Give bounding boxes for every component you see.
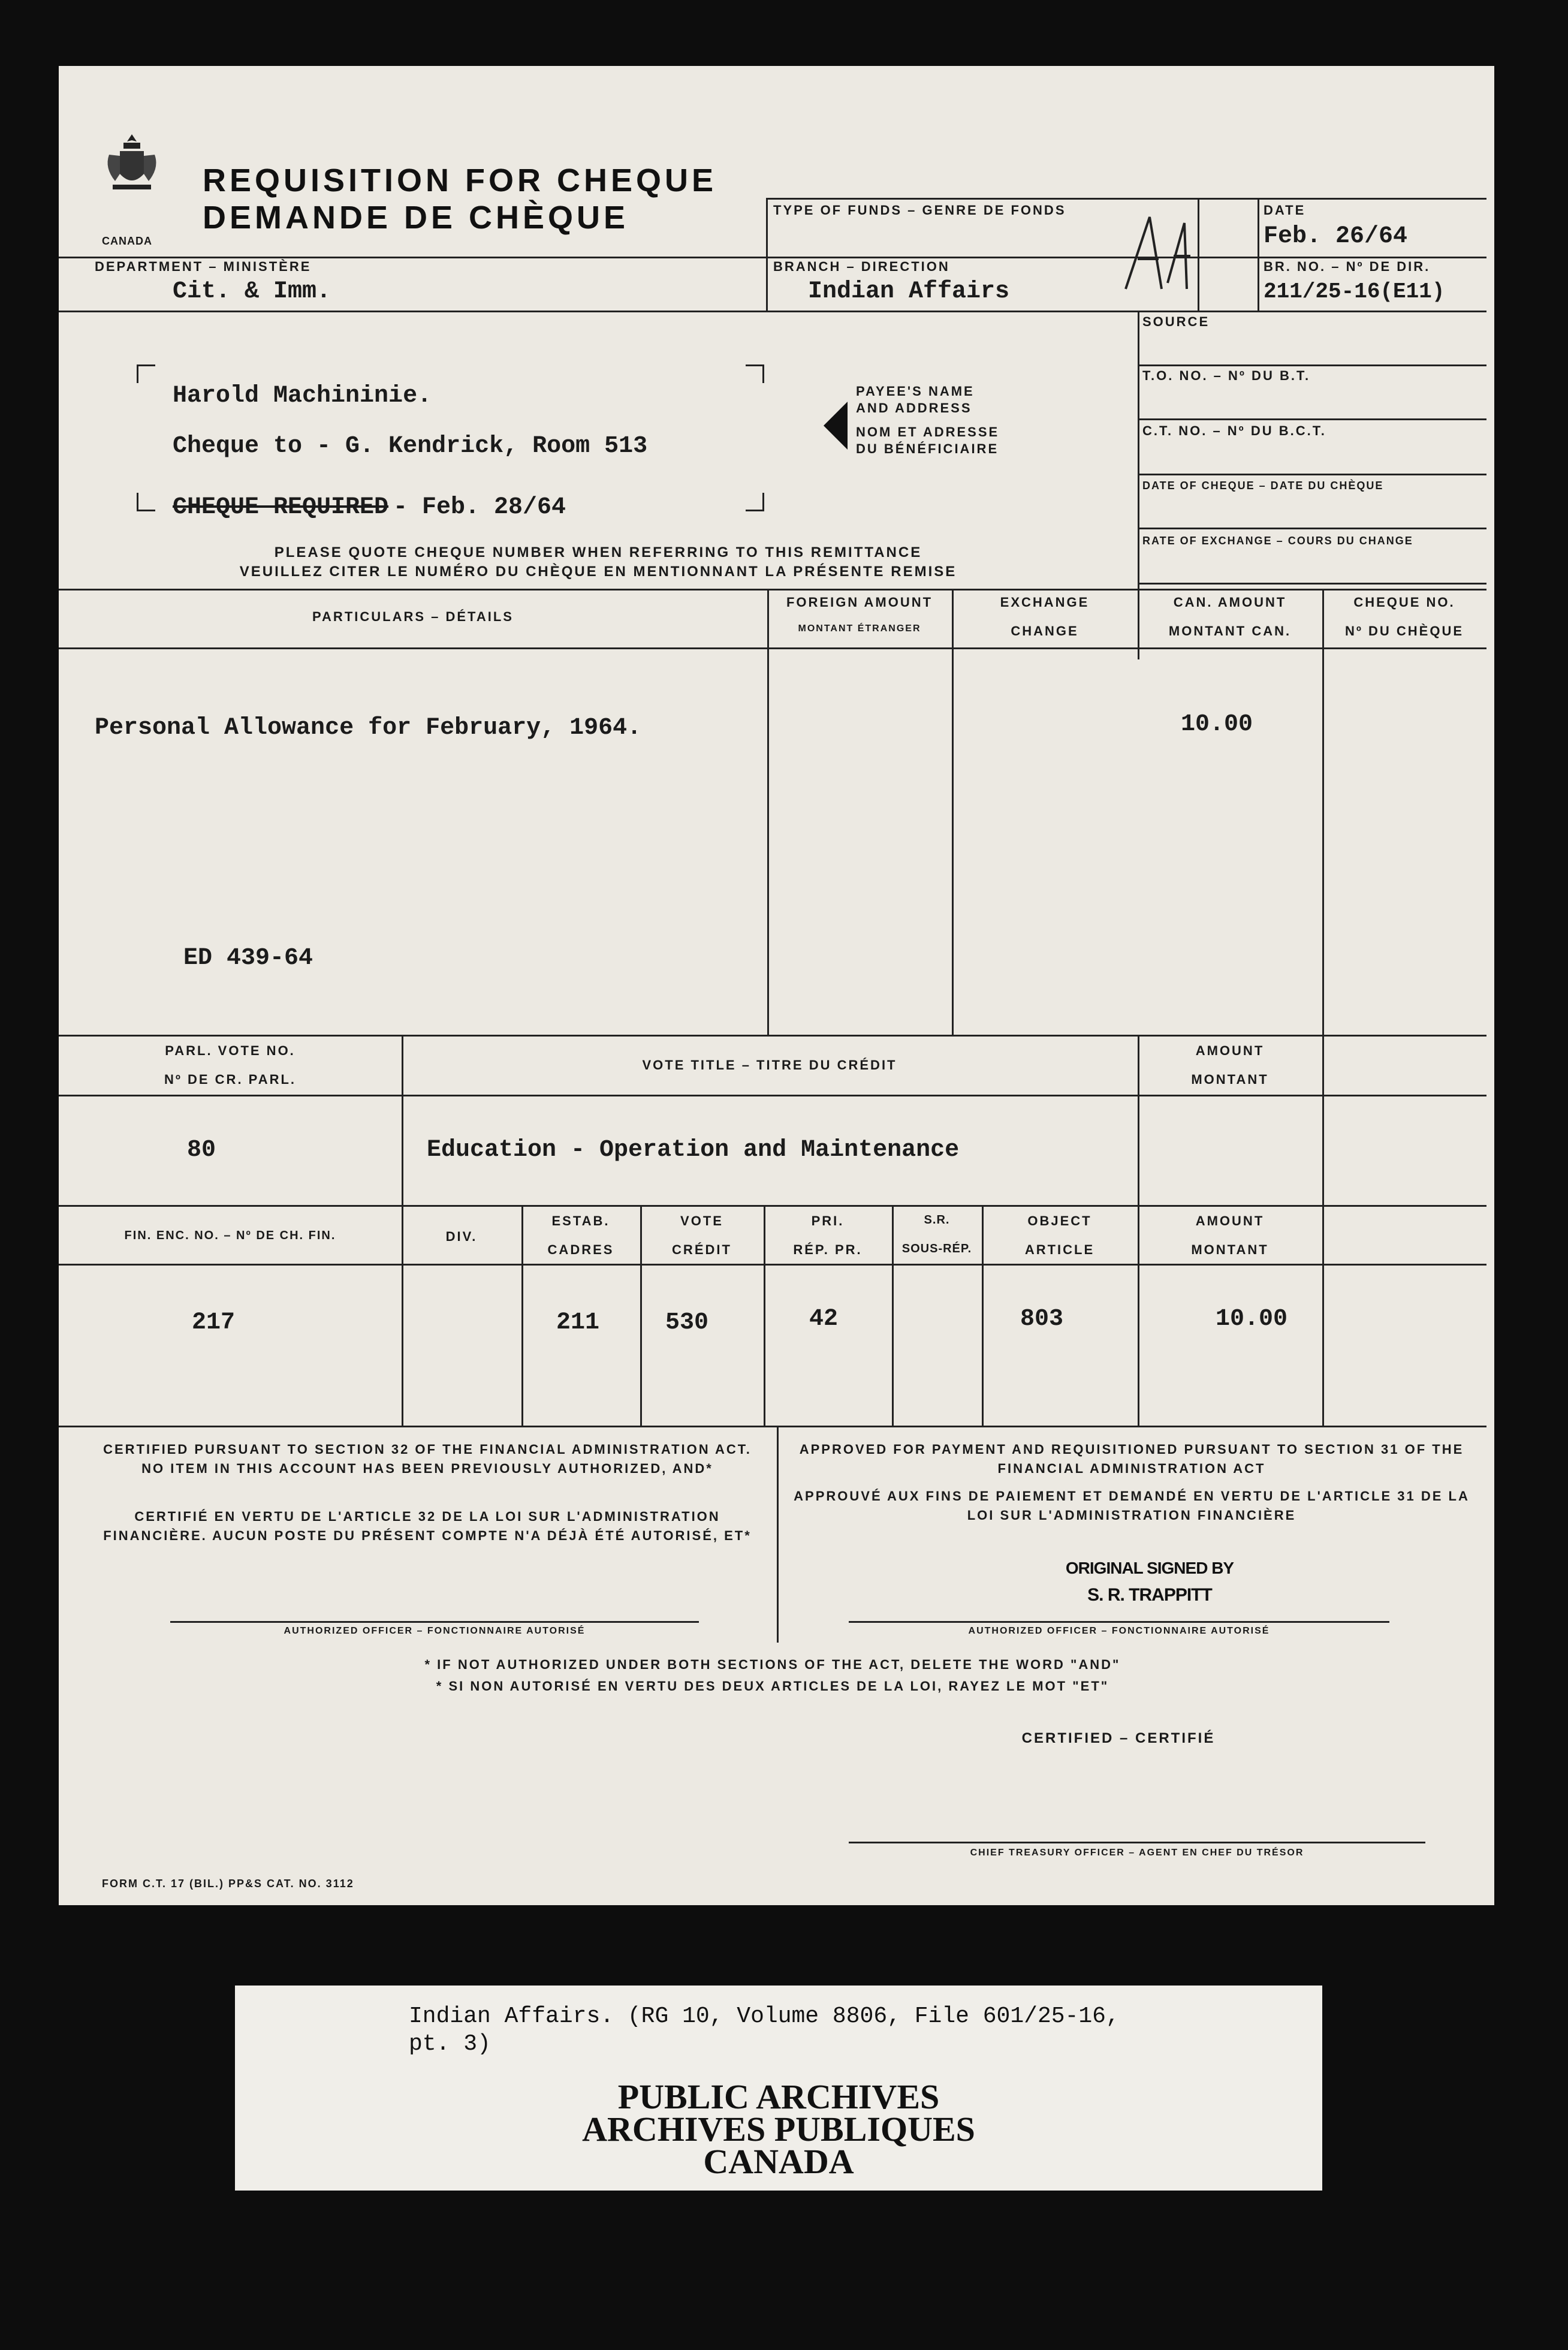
approved-right-fr: APPROUVÉ AUX FINS DE PAIEMENT ET DEMANDÉ EN VERTU DE L'ARTICLE 31 DE LA LOI SUR L'ADMINISTRATION FINANCIÈRE	[794, 1489, 1470, 1523]
date-of-cheque-label: DATE OF CHEQUE – DATE DU CHÈQUE	[1142, 480, 1384, 492]
exchange-header-1: EXCHANGE	[1000, 595, 1090, 610]
parl-vote-header-2: Nº DE CR. PARL.	[164, 1072, 297, 1087]
requisition-form	[59, 66, 1494, 1905]
department-value: Cit. & Imm.	[173, 278, 331, 305]
branch-value: Indian Affairs	[808, 278, 1010, 305]
rule	[59, 1426, 1486, 1427]
archive-line-3: CANADA	[703, 2142, 854, 2181]
can-amount-value: 10.00	[1181, 711, 1253, 738]
amount-header-1: AMOUNT	[1195, 1043, 1265, 1058]
branch-label: BRANCH – DIRECTION	[773, 259, 950, 274]
rule	[766, 198, 1486, 200]
cheque-no-header-2: Nº DU CHÈQUE	[1344, 623, 1464, 638]
pri-value: 42	[809, 1306, 839, 1333]
authorized-officer-left: AUTHORIZED OFFICER – FONCTIONNAIRE AUTORISÉ	[284, 1626, 586, 1636]
div-header: DIV.	[445, 1229, 478, 1244]
rule	[764, 1205, 765, 1426]
rule	[59, 589, 1486, 590]
rule	[59, 647, 1486, 649]
signed-line-1: ORIGINAL SIGNED BY	[1065, 1559, 1234, 1577]
rule	[1138, 583, 1486, 585]
estab-header-2: CADRES	[547, 1242, 614, 1257]
rule	[1138, 528, 1486, 529]
emblem-caption: CANADA	[102, 235, 152, 247]
estab-header-1: ESTAB.	[551, 1213, 610, 1228]
payee-label-fr-1: NOM ET ADRESSE	[856, 424, 1000, 439]
rule	[892, 1205, 894, 1426]
type-of-funds-label: TYPE OF FUNDS – GENRE DE FONDS	[773, 203, 1066, 218]
parl-vote-header-1: PARL. VOTE NO.	[165, 1043, 295, 1058]
vote-value: 530	[665, 1309, 709, 1336]
object-header-2: ARTICLE	[1024, 1242, 1095, 1257]
certified-label: CERTIFIED – CERTIFIÉ	[1021, 1730, 1216, 1746]
foreign-amount-header-2: MONTANT ÉTRANGER	[798, 623, 921, 634]
can-amount-header-1: CAN. AMOUNT	[1173, 595, 1287, 610]
parl-vote-value: 80	[187, 1137, 216, 1164]
rule	[1322, 1205, 1324, 1426]
vote-title-header: VOTE TITLE – TITRE DU CRÉDIT	[642, 1058, 897, 1072]
payee-label-en-1: PAYEE'S NAME	[856, 384, 975, 399]
amount-header-2: MONTANT	[1191, 1072, 1269, 1087]
rule	[521, 1205, 523, 1426]
vote-title-value: Education - Operation and Maintenance	[427, 1137, 960, 1164]
corner-mark	[746, 364, 764, 383]
foreign-amount-header-1: FOREIGN AMOUNT	[786, 595, 933, 610]
department-label: DEPARTMENT – MINISTÈRE	[95, 259, 312, 274]
canada-coat-of-arms-icon	[102, 132, 162, 198]
vote-header-2: CRÉDIT	[672, 1242, 732, 1257]
certified-left-fr: CERTIFIÉ EN VERTU DE L'ARTICLE 32 DE LA LOI SUR L'ADMINISTRATION FINANCIÈRE. AUCUN POSTE DU PRÉSENT COMPTE N'A DÉJÀ ÉTÉ AUTORISÉ, ET*	[103, 1509, 752, 1543]
amount2-header-2: MONTANT	[1191, 1242, 1269, 1257]
particulars-value: Personal Allowance for February, 1964.	[95, 715, 642, 742]
approved-right-en: APPROVED FOR PAYMENT AND REQUISITIONED PURSUANT TO SECTION 31 OF THE FINANCIAL ADMINISTRATION ACT	[799, 1442, 1464, 1476]
amount2-header-1: AMOUNT	[1195, 1213, 1265, 1228]
archive-line-1: PUBLIC ARCHIVES	[617, 2077, 940, 2116]
cheque-required: CHEQUE REQUIRED	[173, 494, 389, 521]
fin-enc-value: 217	[192, 1309, 236, 1336]
rule	[1258, 198, 1259, 311]
certified-left-en: CERTIFIED PURSUANT TO SECTION 32 OF THE FINANCIAL ADMINISTRATION ACT. NO ITEM IN THIS ACCOUNT HAS BEEN PREVIOUSLY AUTHORIZED, AND*	[103, 1442, 752, 1476]
rule	[766, 198, 768, 311]
estab-value: 211	[556, 1309, 600, 1336]
rate-of-exchange-label: RATE OF EXCHANGE – COURS DU CHANGE	[1142, 535, 1413, 547]
corner-mark	[746, 493, 764, 511]
archive-line-2: ARCHIVES PUBLIQUES	[582, 2110, 975, 2149]
arrow-left-icon	[824, 402, 848, 450]
rule	[1258, 257, 1486, 258]
signature-line	[849, 1842, 1425, 1843]
rule	[640, 1205, 642, 1426]
form-title-fr: DEMANDE DE CHÈQUE	[203, 200, 629, 236]
br-no-value: 211/25-16(E11)	[1264, 279, 1445, 304]
footnote-en: * IF NOT AUTHORIZED UNDER BOTH SECTIONS OF THE ACT, DELETE THE WORD "AND"	[424, 1657, 1121, 1672]
particulars-header: PARTICULARS – DÉTAILS	[312, 609, 514, 624]
corner-mark	[137, 364, 155, 383]
rule	[982, 1205, 984, 1426]
rule	[777, 1426, 779, 1643]
cheque-no-header-1: CHEQUE NO.	[1353, 595, 1455, 610]
quote-notice-en: PLEASE QUOTE CHEQUE NUMBER WHEN REFERRING TO THIS REMITTANCE	[274, 544, 922, 561]
sr-header-1: S.R.	[924, 1213, 950, 1227]
rule	[952, 589, 954, 1035]
rule	[1322, 589, 1324, 1035]
rule	[59, 311, 1486, 312]
pri-header-2: RÉP. PR.	[793, 1242, 863, 1257]
rule	[1138, 364, 1486, 366]
rule	[59, 1205, 1486, 1207]
signed-line-2: S. R. TRAPPITT	[1087, 1585, 1212, 1605]
exchange-header-2: CHANGE	[1011, 623, 1079, 638]
cheque-required-date: - Feb. 28/64	[393, 494, 566, 521]
corner-mark	[137, 493, 155, 511]
source-label: SOURCE	[1142, 314, 1210, 329]
sr-header-2: SOUS-RÉP.	[901, 1242, 972, 1255]
quote-notice-fr: VEUILLEZ CITER LE NUMÉRO DU CHÈQUE EN MENTIONNANT LA PRÉSENTE REMISE	[239, 564, 957, 580]
rule	[1138, 1205, 1139, 1426]
footnote-fr: * SI NON AUTORISÉ EN VERTU DES DEUX ARTICLES DE LA LOI, RAYEZ LE MOT "ET"	[436, 1679, 1109, 1694]
chief-treasury-label: CHIEF TREASURY OFFICER – AGENT EN CHEF DU TRÉSOR	[970, 1848, 1304, 1858]
citation-line-1: Indian Affairs. (RG 10, Volume 8806, File 601/25-16,	[409, 2003, 1120, 2029]
citation-line-2: pt. 3)	[409, 2031, 491, 2057]
signature-line	[170, 1621, 699, 1623]
object-header-1: OBJECT	[1027, 1213, 1092, 1228]
rule	[1198, 198, 1199, 311]
rule	[59, 1035, 1486, 1037]
date-value: Feb. 26/64	[1264, 223, 1408, 250]
form-title-en: REQUISITION FOR CHEQUE	[203, 162, 717, 198]
form-number: FORM C.T. 17 (BIL.) PP&S CAT. NO. 3112	[102, 1878, 354, 1890]
authorized-officer-right: AUTHORIZED OFFICER – FONCTIONNAIRE AUTORISÉ	[968, 1626, 1270, 1636]
rule	[1138, 1035, 1139, 1205]
rule	[1138, 418, 1486, 420]
rule	[767, 589, 769, 1035]
vote-header-1: VOTE	[680, 1213, 723, 1228]
to-no-label: T.O. NO. – Nº DU B.T.	[1142, 368, 1311, 383]
object-value: 803	[1020, 1306, 1064, 1333]
can-amount-header-2: MONTANT CAN.	[1168, 623, 1292, 638]
handwritten-initials-icon	[1114, 205, 1198, 295]
rule	[59, 1264, 1486, 1266]
payee-label-en-2: AND ADDRESS	[856, 400, 972, 415]
fin-enc-header: FIN. ENC. NO. – Nº DE CH. FIN.	[124, 1229, 336, 1242]
rule	[1322, 1035, 1324, 1205]
ct-no-label: C.T. NO. – Nº DU B.C.T.	[1142, 423, 1326, 438]
amount-value: 10.00	[1216, 1306, 1288, 1333]
payee-name: Harold Machininie.	[173, 382, 432, 409]
pri-header-1: PRI.	[811, 1213, 845, 1228]
archive-label-card	[235, 1986, 1322, 2191]
br-no-label: BR. NO. – Nº DE DIR.	[1264, 259, 1431, 274]
payee-label-fr-2: DU BÉNÉFICIAIRE	[856, 441, 999, 456]
signature-line	[849, 1621, 1389, 1623]
rule	[59, 1095, 1486, 1096]
ed-reference: ED 439-64	[183, 945, 313, 972]
date-label: DATE	[1264, 203, 1306, 218]
rule	[1138, 474, 1486, 475]
cheque-to: Cheque to - G. Kendrick, Room 513	[173, 433, 648, 460]
